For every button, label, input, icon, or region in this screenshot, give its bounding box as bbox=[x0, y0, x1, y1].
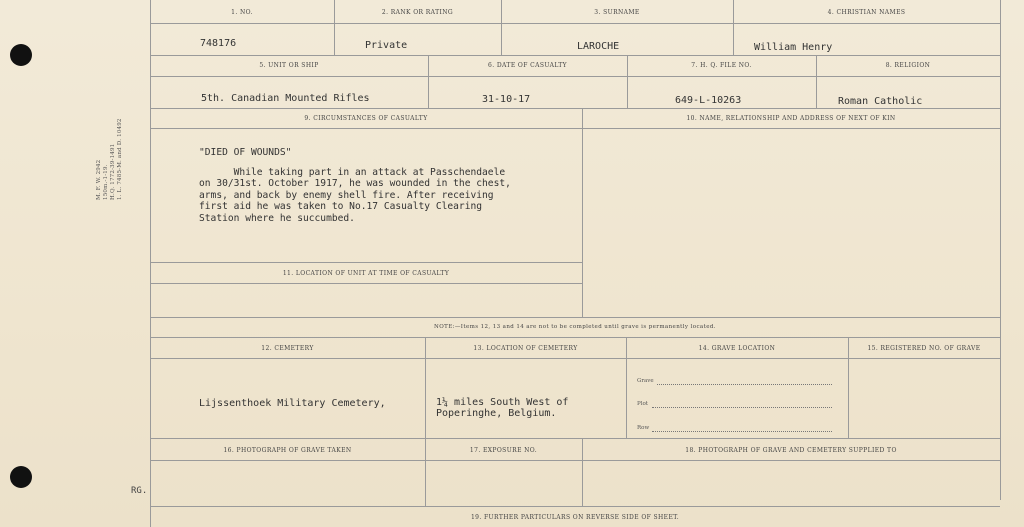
photo-supplied-label: 18. PHOTOGRAPH OF GRAVE AND CEMETERY SUPPLIED TO bbox=[685, 447, 897, 454]
date-value: 31-10-17 bbox=[482, 94, 531, 105]
rule bbox=[150, 283, 582, 284]
rule bbox=[150, 438, 1000, 439]
rule bbox=[150, 358, 1000, 359]
circumstances-line: While taking part in an attack at Passchendaele bbox=[199, 166, 506, 178]
rule bbox=[425, 337, 426, 438]
grave-field-line bbox=[657, 384, 832, 385]
rg-mark: RG. bbox=[131, 486, 148, 496]
rule bbox=[150, 262, 582, 263]
christian-names-value: William Henry bbox=[754, 42, 833, 53]
plot-field-label: Plot bbox=[637, 401, 648, 407]
grave-field-label: Grave bbox=[637, 378, 654, 384]
circumstances-line: Station where he succumbed. bbox=[199, 212, 355, 224]
rule bbox=[150, 460, 1000, 461]
rank-value: Private bbox=[365, 40, 408, 51]
form-border-right bbox=[1000, 0, 1001, 500]
further-particulars-label: 19. FURTHER PARTICULARS ON REVERSE SIDE OF SHEET. bbox=[470, 514, 680, 521]
rule bbox=[626, 337, 627, 438]
rule bbox=[150, 337, 1000, 338]
rule bbox=[848, 337, 849, 438]
religion-label: 8. RELIGION bbox=[885, 62, 931, 69]
circumstances-text bbox=[199, 147, 511, 224]
cemetery-location-label: 13. LOCATION OF CEMETERY bbox=[473, 345, 578, 352]
surname-value: LAROCHE bbox=[577, 41, 620, 52]
unit-label: 5. UNIT OR SHIP bbox=[259, 62, 319, 69]
file-no-value: 649-L-10263 bbox=[675, 95, 742, 106]
margin-note: 1. L. 7485-M. and D. 10492 bbox=[117, 118, 123, 200]
next-of-kin-label: 10. NAME, RELATIONSHIP AND ADDRESS OF NEXT OF KIN bbox=[686, 115, 896, 122]
christian-names-label: 4. CHRISTIAN NAMES bbox=[827, 9, 906, 16]
row-field-line bbox=[652, 431, 832, 432]
cemetery-label: 12. CEMETERY bbox=[261, 345, 314, 352]
religion-value: Roman Catholic bbox=[838, 96, 923, 107]
exposure-label: 17. EXPOSURE NO. bbox=[469, 447, 538, 454]
photo-taken-label: 16. PHOTOGRAPH OF GRAVE TAKEN bbox=[223, 447, 352, 454]
rank-label: 2. RANK OR RATING bbox=[381, 9, 454, 16]
cemetery-location-line1: 1¼ miles South West of bbox=[436, 397, 569, 408]
file-no-label: 7. H. Q. FILE NO. bbox=[691, 62, 752, 69]
circumstances-line: on 30/31st. October 1917, he was wounded in the chest, bbox=[199, 178, 511, 189]
margin-print-notes bbox=[96, 50, 124, 200]
cemetery-value: Lijssenthoek Military Cemetery, bbox=[199, 398, 386, 409]
location-unit-label: 11. LOCATION OF UNIT AT TIME OF CASUALTY bbox=[282, 270, 450, 277]
punch-hole-top bbox=[10, 44, 32, 66]
unit-value: 5th. Canadian Mounted Rifles bbox=[201, 93, 370, 104]
surname-label: 3. SURNAME bbox=[594, 9, 640, 16]
rule bbox=[150, 23, 1000, 24]
rule bbox=[150, 128, 1000, 129]
punch-hole-bottom bbox=[10, 466, 32, 488]
date-label: 6. DATE OF CASUALTY bbox=[487, 62, 568, 69]
rule bbox=[150, 108, 1000, 109]
rule bbox=[150, 55, 1000, 56]
margin-note: H.Q. 1772-39-1491 bbox=[110, 143, 116, 200]
circumstances-line: arms, and back by enemy shell fire. After receiving bbox=[199, 189, 494, 201]
circumstances-label: 9. CIRCUMSTANCES OF CASUALTY bbox=[304, 115, 428, 122]
rule bbox=[582, 108, 583, 317]
rule bbox=[150, 317, 1000, 318]
row-field-label: Row bbox=[637, 425, 650, 431]
registered-no-label: 15. REGISTERED NO. OF GRAVE bbox=[867, 345, 981, 352]
circumstances-heading: "DIED OF WOUNDS" bbox=[199, 147, 292, 158]
rule bbox=[150, 76, 1000, 77]
margin-note: 150m.-1-19. bbox=[103, 164, 109, 200]
margin-note: M. F. W. 2942 bbox=[96, 159, 102, 200]
rule bbox=[150, 506, 1000, 507]
grave-location-label: 14. GRAVE LOCATION bbox=[698, 345, 776, 352]
permanent-grave-note: NOTE:—Items 12, 13 and 14 are not to be completed until grave is permanently located. bbox=[434, 324, 716, 330]
no-label: 1. NO. bbox=[231, 9, 253, 16]
circumstances-line: first aid he was taken to No.17 Casualty Clearing bbox=[199, 201, 483, 212]
service-number: 748176 bbox=[200, 38, 237, 49]
cemetery-location-line2: Poperinghe, Belgium. bbox=[436, 408, 557, 419]
plot-field-line bbox=[652, 407, 832, 408]
